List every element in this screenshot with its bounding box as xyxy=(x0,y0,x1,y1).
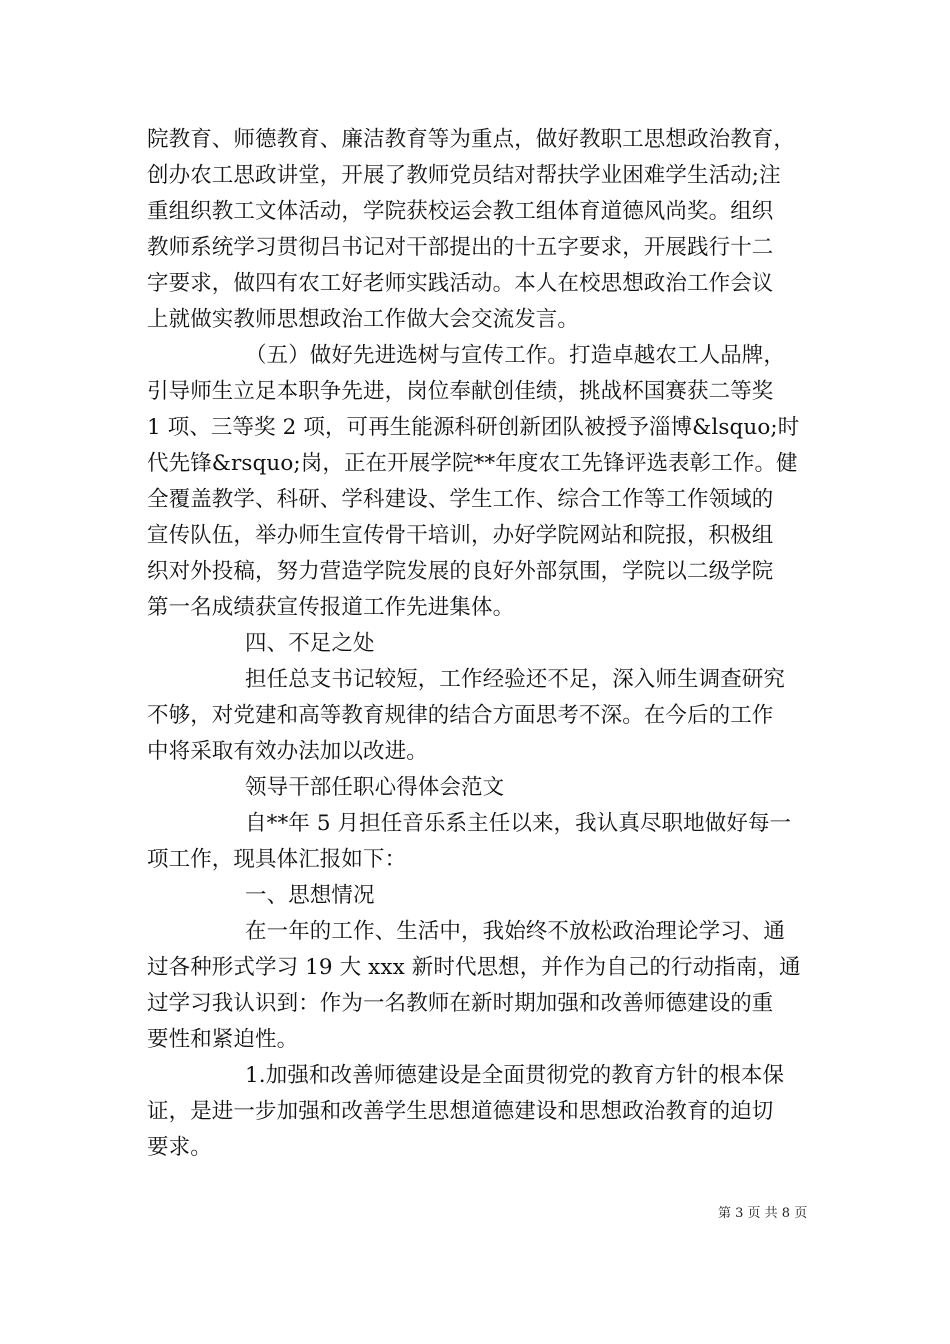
body-text-line: 自**年 5 月担任音乐系主任以来，我认真尽职地做好每一 xyxy=(245,811,792,836)
body-text-line: 要求。 xyxy=(147,1135,212,1160)
section-heading: 一、思想情况 xyxy=(245,883,375,908)
body-text-line: 宣传队伍，举办师生宣传骨干培训，办好学院网站和院报，积极组 xyxy=(147,523,774,548)
body-text-line: 重组织教工文体活动，学院获校运会教工组体育道德风尚奖。组织 xyxy=(147,199,774,224)
body-text-line: 不够，对党建和高等教育规律的结合方面思考不深。在今后的工作 xyxy=(147,703,774,728)
body-text-line: 中将采取有效办法加以改进。 xyxy=(147,739,428,764)
body-text-line: 1.加强和改善师德建设是全面贯彻党的教育方针的根本保 xyxy=(245,1063,785,1088)
body-text-line: 全覆盖教学、科研、学科建设、学生工作、综合工作等工作领域的 xyxy=(147,487,774,512)
section-heading: 四、不足之处 xyxy=(245,631,375,656)
body-text-line: 织对外投稿，努力营造学院发展的良好外部氛围，学院以二级学院 xyxy=(147,559,774,584)
body-text-line: 创办农工思政讲堂，开展了教师党员结对帮扶学业困难学生活动;注 xyxy=(147,163,781,188)
body-text-line: 字要求，做四有农工好老师实践活动。本人在校思想政治工作会议 xyxy=(147,271,774,296)
body-text-line: 第一名成绩获宣传报道工作先进集体。 xyxy=(147,595,515,620)
body-text-line: 教师系统学习贯彻吕书记对干部提出的十五字要求，开展践行十二 xyxy=(147,235,774,260)
body-text-line: 证，是进一步加强和改善学生思想道德建设和思想政治教育的迫切 xyxy=(147,1099,774,1124)
body-text-line: 上就做实教师思想政治工作做大会交流发言。 xyxy=(147,307,580,332)
body-text-line: 代先锋&rsquo;岗，正在开展学院**年度农工先锋评选表彰工作。健 xyxy=(147,451,798,476)
body-text-line: 担任总支书记较短，工作经验还不足，深入师生调查研究 xyxy=(245,667,786,692)
body-text-line: 引导师生立足本职争先进，岗位奉献创佳绩，挑战杯国赛获二等奖 xyxy=(147,379,774,404)
body-text-line: 要性和紧迫性。 xyxy=(147,1027,299,1052)
body-text-line: 过学习我认识到：作为一名教师在新时期加强和改善师德建设的重 xyxy=(147,991,774,1016)
page-number: 第 3 页 共 8 页 xyxy=(718,1206,808,1221)
body-text-line: 1 项、三等奖 2 项，可再生能源科研创新团队被授予淄博&lsquo;时 xyxy=(147,415,800,440)
body-text-line: 在一年的工作、生活中，我始终不放松政治理论学习、通 xyxy=(245,919,786,944)
body-text-line: 项工作，现具体汇报如下： xyxy=(147,847,407,872)
section-heading: （五）做好先进选树与宣传工作。打造卓越农工人品牌， xyxy=(245,343,786,368)
article-title: 领导干部任职心得体会范文 xyxy=(245,775,505,800)
body-text-line: 院教育、师德教育、廉洁教育等为重点，做好教职工思想政治教育， xyxy=(147,127,796,152)
body-text-line: 过各种形式学习 19 大 xxx 新时代思想，并作为自己的行动指南，通 xyxy=(147,955,801,980)
